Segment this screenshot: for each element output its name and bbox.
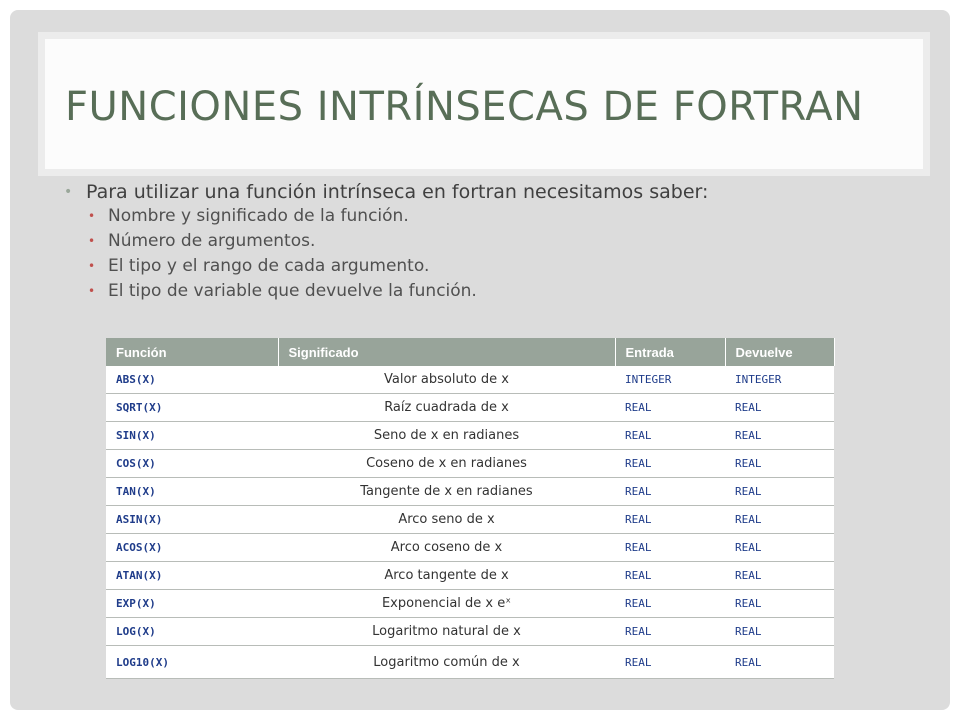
cell-input: REAL [615, 618, 725, 646]
cell-function: TAN(X) [106, 478, 278, 506]
cell-function: SQRT(X) [106, 394, 278, 422]
sub-bullet-text: El tipo de variable que devuelve la función. [108, 281, 477, 301]
header-significado: Significado [278, 338, 615, 366]
cell-meaning: Seno de x en radianes [278, 422, 615, 450]
table-row [106, 646, 834, 679]
cell-input: REAL [615, 506, 725, 534]
table-row [106, 590, 834, 618]
bullet-main-text: Para utilizar una función intrínseca en fortran necesitamos saber: [86, 181, 709, 203]
bullet-list [64, 180, 924, 304]
cell-output: REAL [725, 478, 834, 506]
table-row [106, 506, 834, 534]
bullet-dot-icon: • [88, 284, 96, 298]
cell-meaning: Exponencial de x eˣ [278, 590, 615, 618]
title-box [38, 32, 930, 176]
cell-input: REAL [615, 534, 725, 562]
cell-output: REAL [725, 422, 834, 450]
cell-output: REAL [725, 450, 834, 478]
sub-bullet-text: Nombre y significado de la función. [108, 206, 409, 226]
table-header-row [106, 338, 834, 366]
cell-input: REAL [615, 450, 725, 478]
sub-bullet [64, 229, 924, 254]
table-row [106, 562, 834, 590]
bullet-dot-icon: • [88, 234, 96, 248]
cell-function: ATAN(X) [106, 562, 278, 590]
cell-input: REAL [615, 562, 725, 590]
table-row [106, 450, 834, 478]
table-row [106, 478, 834, 506]
cell-function: ABS(X) [106, 366, 278, 394]
cell-meaning: Arco coseno de x [278, 534, 615, 562]
cell-output: REAL [725, 534, 834, 562]
bullet-dot-icon: • [88, 209, 96, 223]
cell-input: REAL [615, 590, 725, 618]
cell-function: ACOS(X) [106, 534, 278, 562]
cell-input: REAL [615, 422, 725, 450]
cell-output: REAL [725, 590, 834, 618]
cell-output: REAL [725, 618, 834, 646]
cell-function: LOG10(X) [106, 646, 278, 679]
table-row [106, 366, 834, 394]
header-entrada: Entrada [615, 338, 725, 366]
sub-bullet-text: Número de argumentos. [108, 231, 316, 251]
header-funcion: Función [106, 338, 278, 366]
cell-output: REAL [725, 506, 834, 534]
cell-output: REAL [725, 394, 834, 422]
slide-title: FUNCIONES INTRÍNSECAS DE FORTRAN [65, 84, 864, 130]
cell-meaning: Raíz cuadrada de x [278, 394, 615, 422]
cell-output: REAL [725, 562, 834, 590]
cell-function: SIN(X) [106, 422, 278, 450]
cell-output: REAL [725, 646, 834, 679]
cell-meaning: Tangente de x en radianes [278, 478, 615, 506]
bullet-dot-icon: • [64, 184, 73, 200]
table-row [106, 394, 834, 422]
cell-meaning: Logaritmo común de x [278, 646, 615, 679]
cell-function: LOG(X) [106, 618, 278, 646]
table-row [106, 618, 834, 646]
table-row [106, 422, 834, 450]
cell-function: ASIN(X) [106, 506, 278, 534]
cell-input: REAL [615, 646, 725, 679]
bullet-dot-icon: • [88, 259, 96, 273]
cell-meaning: Valor absoluto de x [278, 366, 615, 394]
cell-function: EXP(X) [106, 590, 278, 618]
sub-bullet [64, 204, 924, 229]
cell-input: REAL [615, 478, 725, 506]
cell-output: INTEGER [725, 366, 834, 394]
cell-function: COS(X) [106, 450, 278, 478]
sub-bullet [64, 254, 924, 279]
cell-meaning: Logaritmo natural de x [278, 618, 615, 646]
header-devuelve: Devuelve [725, 338, 834, 366]
sub-bullet-text: El tipo y el rango de cada argumento. [108, 256, 430, 276]
functions-table [106, 338, 835, 679]
cell-meaning: Coseno de x en radianes [278, 450, 615, 478]
sub-bullet [64, 279, 924, 304]
bullet-main [64, 180, 924, 204]
cell-input: INTEGER [615, 366, 725, 394]
cell-meaning: Arco tangente de x [278, 562, 615, 590]
cell-input: REAL [615, 394, 725, 422]
table-row [106, 534, 834, 562]
cell-meaning: Arco seno de x [278, 506, 615, 534]
